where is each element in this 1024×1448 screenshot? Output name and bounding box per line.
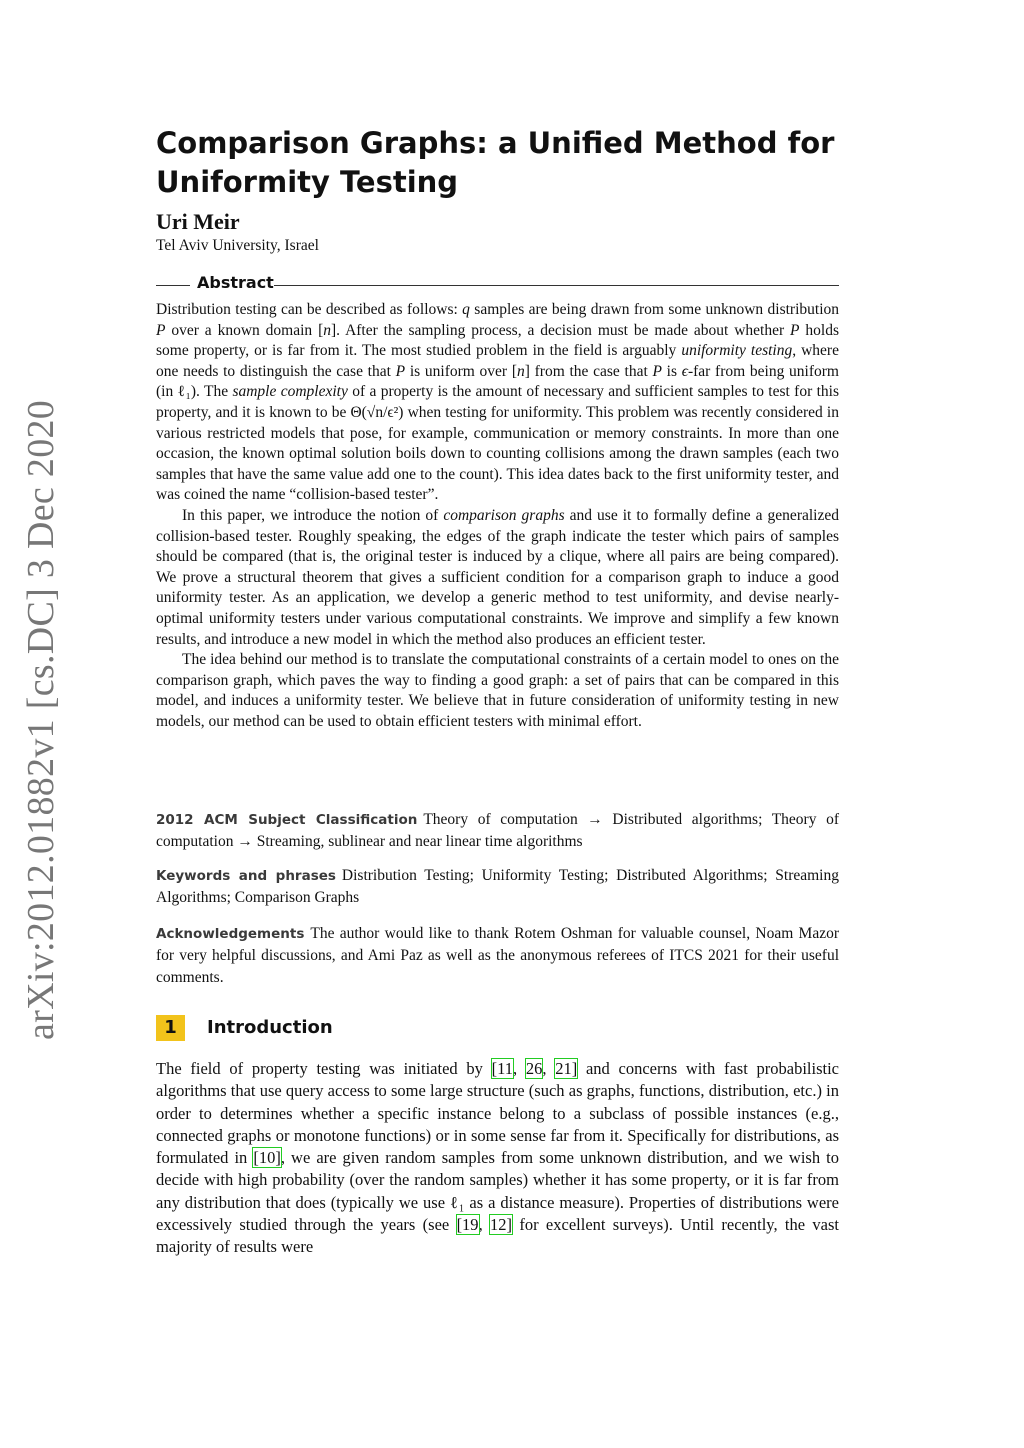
abstract-body <box>156 300 839 732</box>
acknowledgements: Acknowledgements The author would like to thank Rotem Oshman for valuable counsel, Noam Mazor for very helpful discussions, and Ami Paz as well as the anonymous referees of ITCS 2021 for their useful comments. <box>156 925 839 986</box>
citation-link[interactable]: 26 <box>525 1059 543 1078</box>
section-title: Introduction <box>207 1017 333 1038</box>
abstract-paragraph-2: In this paper, we introduce the notion of comparison graphs and use it to formally define a generalized collision-based tester. Roughly speaking, the edges of the graph indicate the tester which pairs of samples should be compared (that is, the original tester is induced by a clique, where all pairs are being compared). We prove a structural theorem that gives a sufficient condition for a comparison graph to induce a good uniformity tester. As an application, we develop a generic method to test uniformity, and devise nearly-optimal uniformity testers under various computational constraints. We improve and simplify a few known results, and introduce a new model in which the method also produces an efficient tester. <box>156 506 839 648</box>
citation-link[interactable]: [11 <box>491 1059 514 1078</box>
section-number-badge: 1 <box>156 1015 185 1041</box>
keywords: Keywords and phrases Distribution Testing; Uniformity Testing; Distributed Algorithms; Streaming Algorithms; Comparison Graphs <box>156 867 839 906</box>
author-name: Uri Meir <box>156 209 240 234</box>
acm-label: 2012 ACM Subject Classification <box>156 812 418 828</box>
arxiv-stamp: arXiv:2012.01882v1 [cs.DC] 3 Dec 2020 <box>20 399 62 1040</box>
keywords-label: Keywords and phrases <box>156 868 336 884</box>
intro-paragraph: The field of property testing was initiated by [11, 26, 21] and concerns with fast probabilistic algorithms that use query access to some large structure (such as graphs, functions, distribution, etc.) in order to determines whether a specific instance belong to a subclass of possible instances (e.g., connected graphs or monotone functions) or in some sense far from it. Specifically for distributions, as formulated in [10], we are given random samples from some unknown distribution, and we wish to decide with high probability (over the random samples) whether it has some property, or it is far from any distribution that does (typically we use ℓ₁ as a distance measure). Properties of distributions were excessively studied through the years (see [19, 12] for excellent surveys). Until recently, the vast majority of results were <box>156 1059 839 1257</box>
citation-link[interactable]: [19 <box>456 1215 479 1235</box>
abstract-paragraph-1: Distribution testing can be described as follows: q samples are being drawn from some unknown distribution P over a known domain [n]. After the sampling process, a decision must be made about whether P holds some property, or is far from it. The most studied problem in the field is arguably uniformity testing, where one needs to distinguish the case that P is uniform over [n] from the case that P is ϵ-far from being uniform (in ℓ₁). The sample complexity of a property is the amount of necessary and sufficient samples to test for this property, and it is known to be Θ(√n/ϵ²) when testing for uniformity. This problem was recently considered in various restricted models that pose, for example, communication or memory constraints. In more than one occasion, the known optimal solution boils down to counting collisions among the drawn samples (each two samples that have the same value add one to the count). This idea dates back to the first uniformity tester, and was coined the name “collision-based tester”. <box>156 301 840 504</box>
citation-link[interactable]: 12] <box>490 1215 513 1235</box>
citation-link[interactable]: 21] <box>555 1059 578 1078</box>
abstract-heading: Abstract <box>197 273 274 292</box>
abstract-rule-left <box>156 285 190 286</box>
citation-link[interactable]: [10] <box>253 1148 281 1168</box>
abstract-rule-right <box>274 285 839 286</box>
abstract-paragraph-3: The idea behind our method is to translate the computational constraints of a certain model to ones on the comparison graph, which paves the way to finding a good graph: a set of pairs that can be compared in this model, and induces a uniformity tester. We believe that in future consideration of uniformity testing in new models, our method can be used to obtain efficient testers with minimal effort. <box>156 651 839 730</box>
acknowledgements-label: Acknowledgements <box>156 926 305 942</box>
paper-title: Comparison Graphs: a Unified Method for Uniformity Testing <box>156 126 835 199</box>
author-affiliation: Tel Aviv University, Israel <box>156 237 319 254</box>
acm-classification: 2012 ACM Subject Classification Theory of computation → Distributed algorithms; Theory of computation → Streaming, sublinear and near linear time algorithms <box>156 811 839 850</box>
